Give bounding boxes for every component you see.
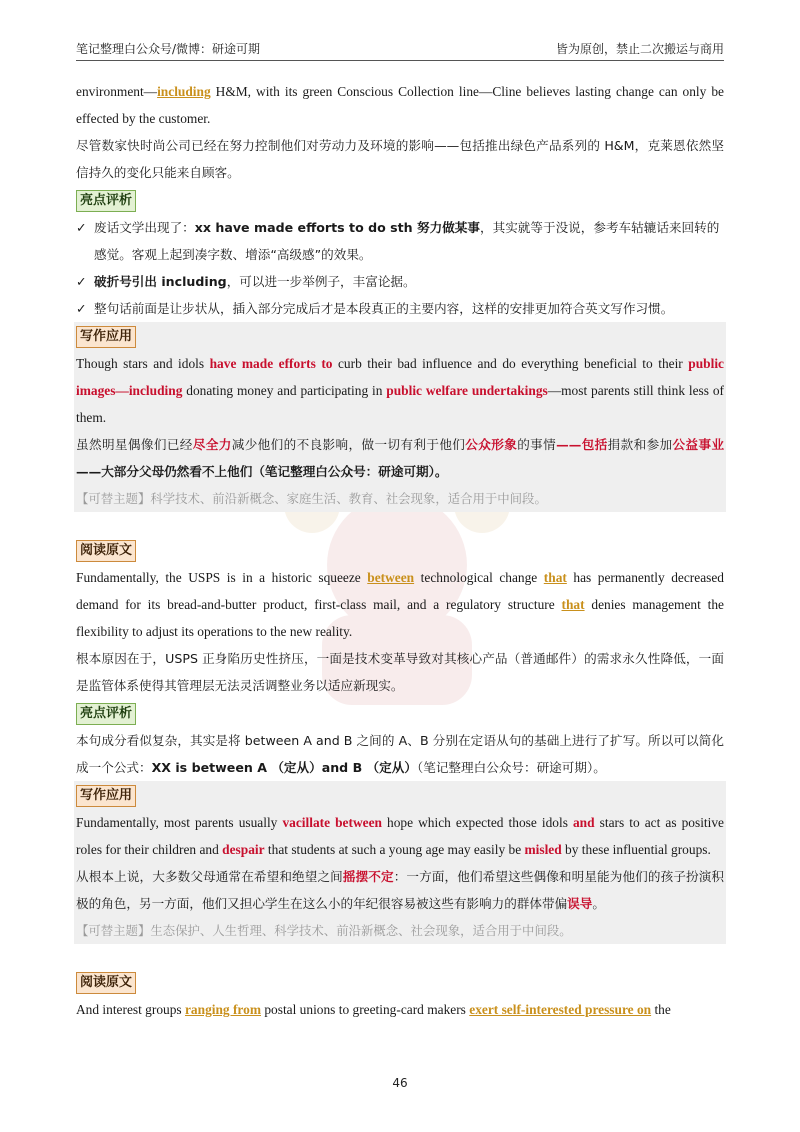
text: Though stars and idols [76,356,210,371]
key-phrase: 尽全力 [192,437,232,452]
key-phrase: — [115,383,129,398]
text: has permanently decreased demand for its bread-and-butter product, first-class mail, and a regulatory structure [76,570,724,612]
text: ：一方面，他们希望这些偶像和明星能为他们的孩子扮演积极的角色，另一方面，他们又担心学生在这么小的年纪很容易被这些有影响力的群体带偏 [76,869,725,911]
header-right-text: 皆为原创，禁止二次搬运与商用 [555,42,724,56]
key-phrase: 公众形象 [465,437,518,452]
check-item [76,295,724,322]
text: environment— [76,84,158,99]
bold-phrase: xx have made efforts to do sth 努力做某事 [194,220,480,235]
paragraph-zh-1: 尽管数家快时尚公司已经在努力控制他们对劳动力及环境的影响——包括推出绿色产品系列的 H&M，克莱恩依然坚信持久的变化只能来自顾客。 [76,138,724,180]
highlight-phrase: between [367,570,415,585]
text: ，其实就等于没说，参考车轱辘话来回转的感觉。客观上起到凑字数、增添“高级感”的效果。 [94,220,720,262]
paragraph-en-1 [76,78,724,132]
text: curb their bad influence and do everything beneficial to their [332,356,689,371]
highlight-phrase: exert self-interested pressure on [469,1002,652,1017]
document-body [76,78,724,1023]
highlight-analysis-tag: 亮点评析 [76,190,136,212]
reading-zh-paragraph: 根本原因在于，USPS 正身陷历史性挤压，一面是技术变革导致对其核心产品（普通邮件）的需求永久性降低，一面是监管体系使得其管理层无法灵活调整业务以适应新现实。 [76,651,724,693]
highlight-phrase: that [543,570,567,585]
text: Fundamentally, the USPS is in a historic squeeze [76,570,368,585]
text: 从根本上说，大多数父母通常在希望和绝望之间 [76,869,343,884]
text: technological change [414,570,544,585]
text: And interest groups [76,1002,185,1017]
text: 废话文学出现了： [94,220,195,235]
text: 的事情 [517,437,557,452]
key-phrase: and [572,815,595,830]
reading-original-tag: 阅读原文 [76,540,136,562]
text: ——大部分父母仍然看不上他们（笔记整理白公众号：研途可期）。 [76,464,448,479]
highlight-phrase: ranging from [184,1002,261,1017]
analysis-paragraph [76,727,724,781]
key-phrase: despair [222,842,265,857]
text: 虽然明星偶像们已经 [76,437,193,452]
key-phrase: 摇摆不定 [342,869,394,884]
key-phrase: public images [76,356,724,398]
text: Fundamentally, most parents usually [76,815,283,830]
reading-original-tag: 阅读原文 [76,972,136,994]
check-icon: ✓ [76,274,87,289]
bold-formula: XX is between A （定从）and B （定从） [151,760,417,775]
text: ，可以进一步举例子，丰富论据。 [226,274,416,289]
writing-application-tag: 写作应用 [76,785,136,807]
key-phrase: including [128,383,183,398]
highlight-phrase: including [157,84,211,99]
check-item [76,214,724,268]
page-number: 46 [392,1076,408,1090]
bold-phrase: 破折号引出 including [94,274,227,289]
highlight-analysis-tag: 亮点评析 [76,703,136,725]
writing-en-paragraph [76,350,724,431]
text: （笔记整理白公众号：研途可期）。 [416,760,606,775]
reading-en-paragraph [76,564,724,645]
highlight-phrase: that [561,597,585,612]
key-phrase: 公益事业 [672,437,725,452]
key-phrase: ——包括 [556,437,608,452]
text: postal unions to greeting-card makers [261,1002,470,1017]
text: 本句成分看似复杂，其实是将 between A and B 之间的 A、B 分别在定语从句的基础上进行了扩写。所以可以简化成一个公式： [76,733,724,775]
text: by these influential groups. [561,842,711,857]
text: 整句话前面是让步状从，插入部分完成后才是本段真正的主要内容，这样的安排更加符合英文写作习惯。 [94,301,674,316]
text: denies management the flexibility to adjust its operations to the new reality. [76,597,724,639]
header-left-text: 笔记整理白公众号/微博：研途可期 [76,42,261,56]
key-phrase: public welfare undertakings [386,383,548,398]
writing-application-box [74,322,726,512]
alternative-topics: 【可替主题】生态保护、人生哲理、科学技术、前沿新概念、社会现象，适合用于中间段。 [76,923,572,938]
text: —most parents still think less of them. [76,383,724,425]
check-item [76,268,724,295]
text: that students at such a young age may easily be [264,842,525,857]
reading-en-paragraph [76,996,724,1023]
alternative-topics: 【可替主题】科学技术、前沿新概念、家庭生活、教育、社会现象，适合用于中间段。 [76,491,547,506]
writing-application-box [74,781,726,944]
text: donating money and participating in [182,383,387,398]
text: stars to act as positive roles for their children and [76,815,725,857]
page-header [76,38,724,61]
key-phrase: 误导 [567,896,593,911]
key-phrase: have made efforts to [209,356,333,371]
check-icon: ✓ [76,220,87,235]
key-phrase: misled [524,842,562,857]
text: H&M, with its green Conscious Collection line—Cline believes lasting change can only be effected by the customer. [76,84,724,126]
writing-zh-paragraph [76,863,724,917]
text: the [651,1002,671,1017]
writing-zh-paragraph [76,431,724,485]
text: 减少他们的不良影响，做一切有利于他们 [231,437,466,452]
writing-en-paragraph [76,809,724,863]
text: 捐款和参加 [607,437,673,452]
text: 。 [592,896,605,911]
check-icon: ✓ [76,301,87,316]
key-phrase: vacillate between [282,815,382,830]
writing-application-tag: 写作应用 [76,326,136,348]
text: hope which expected those idols [381,815,573,830]
